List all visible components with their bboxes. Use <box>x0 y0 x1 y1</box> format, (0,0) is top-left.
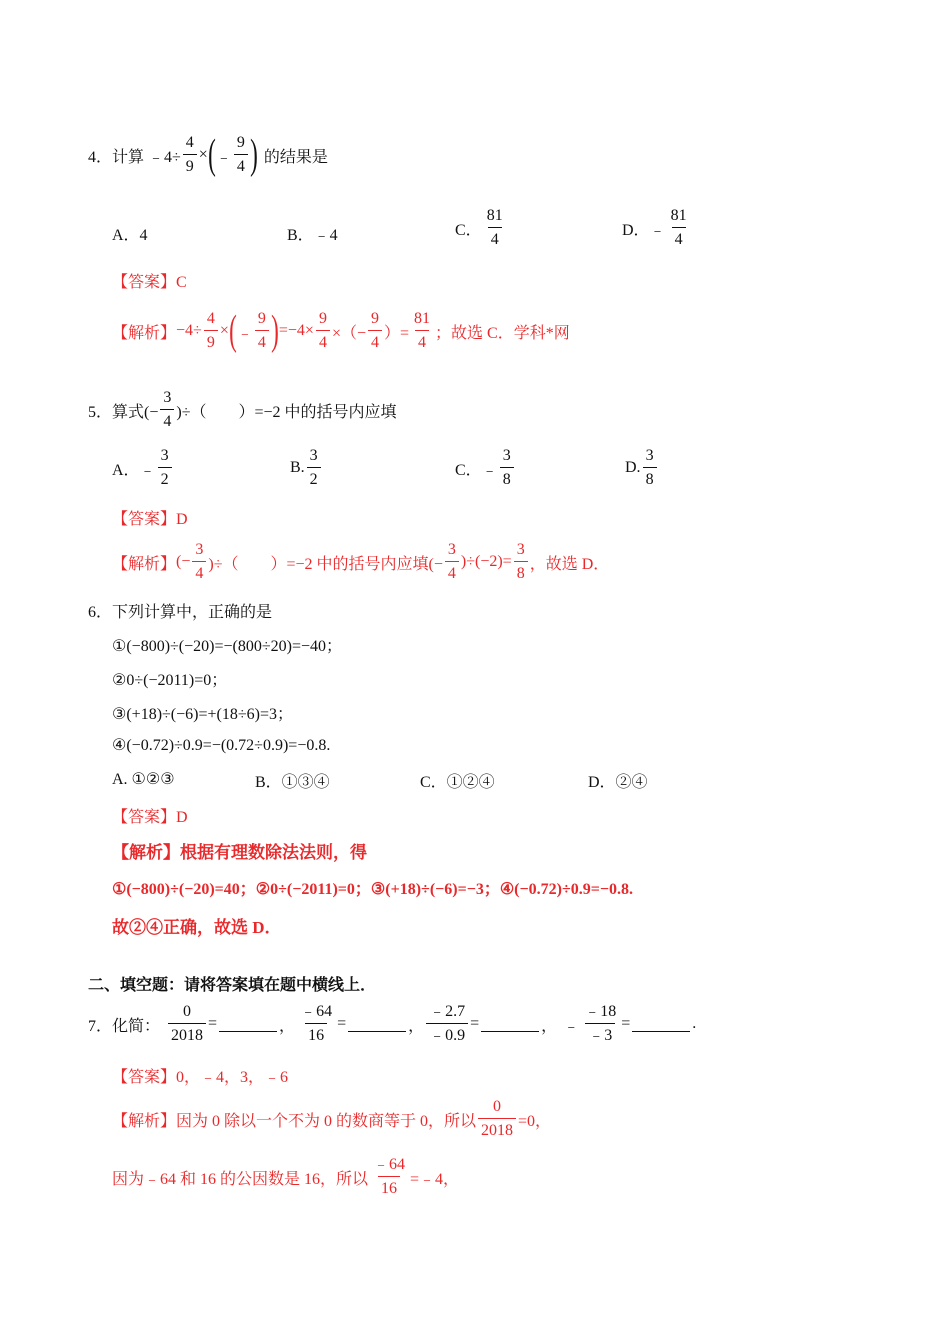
q6-analysis-line-2: ①(−800)÷(−20)=40；②0÷(−2011)=0；③(+18)÷(−6)=−3；④(−0.72)÷0.9=−0.8. <box>112 881 633 898</box>
q4-option-d: D．﹣ $\frac{81}{4}$ <box>622 208 692 248</box>
q7-fraction-2: $\frac{﹣64}{16}$ <box>300 1003 333 1044</box>
q6-option-d: D．②④ <box>588 774 648 791</box>
q4-fraction-2: $\frac{9}{4}$ <box>234 135 248 175</box>
q6-item-4: ④(−0.72)÷0.9=−(0.72÷0.9)=−0.8. <box>112 737 331 754</box>
q4-analysis-frac-5: $\frac{81}{4}$ <box>414 310 431 351</box>
q5-option-a: A．﹣ $\frac{3}{2}$ <box>112 448 174 488</box>
q4-option-d-fraction: $\frac{81}{4}$ <box>670 207 687 248</box>
q6-stem: 6．下列计算中，正确的是 <box>88 604 273 621</box>
q7-blank-3[interactable] <box>481 1017 539 1032</box>
q6-option-b: B．①③④ <box>255 774 330 791</box>
q7-fraction-1: $\frac{0}{2018}$ <box>168 1004 206 1044</box>
q6-item-2: ②0÷(−2011)=0； <box>112 672 228 689</box>
q7-blank-2[interactable] <box>348 1017 406 1032</box>
q6-analysis-line-3: 故②④正确，故选 D． <box>112 918 282 937</box>
q7-analysis-line-1: 【解析】 因为 0 除以一个不为 0 的数商等于 0，所以 $\frac{0}{2018}$ =0， <box>112 1098 552 1139</box>
q6-answer: 【答案】D <box>112 809 188 826</box>
q5-answer: 【答案】D <box>112 511 188 528</box>
q7-stem: 7．化简： $\frac{0}{2018}$ = ， $\frac{﹣64}{16}$ = ， $\frac{﹣2.7}{﹣0.9}$ = ， ﹣ $\frac{﹣18}{﹣3}$ = . <box>88 1003 697 1044</box>
q6-item-1: ①(−800)÷(−20)=−(800÷20)=−40； <box>112 638 343 655</box>
q4-option-a: A．4 <box>112 227 148 244</box>
q5-option-c: C．﹣ $\frac{3}{8}$ <box>455 448 516 488</box>
q4-analysis-frac-1: $\frac{4}{9}$ <box>204 311 218 351</box>
left-paren: ( <box>207 132 216 178</box>
section-2-title: 二、填空题：请将答案填在题中横线上． <box>88 977 377 994</box>
q6-option-c: C．①②④ <box>420 774 495 791</box>
q4-option-c-fraction: $\frac{81}{4}$ <box>486 207 503 248</box>
q5-stem: 5．算式(− $\frac{3}{4}$ )÷（ ）=−2 中的括号内应填 <box>88 389 397 430</box>
q5-analysis: 【解析】 (− $\frac{3}{4}$ )÷（ ）=−2 中的括号内应填(− $\frac{3}{4}$ )÷(−2)= $\frac{3}{8}$ ，故选 D． <box>112 541 610 582</box>
q5-stem-fraction: $\frac{3}{4}$ <box>160 390 174 430</box>
q7-fraction-4: $\frac{﹣18}{﹣3}$ <box>584 1003 617 1044</box>
q7-blank-4[interactable] <box>632 1017 690 1032</box>
q4-analysis-frac-3: $\frac{9}{4}$ <box>316 311 330 351</box>
q7-answer: 【答案】0，﹣4，3，﹣6 <box>112 1069 289 1086</box>
q4-stem <box>88 134 328 176</box>
q4-analysis-label: 【解析】 <box>112 324 177 342</box>
q4-analysis-frac-2: $\frac{9}{4}$ <box>255 311 269 351</box>
q4-fraction-1: $\frac{4}{9}$ <box>183 135 197 175</box>
q6-item-3: ③(+18)÷(−6)=+(18÷6)=3； <box>112 706 293 723</box>
q4-times: × <box>198 146 208 163</box>
right-paren: ) <box>249 132 258 178</box>
q4-stem-suffix: 的结果是 <box>263 148 328 166</box>
q6-option-a: A. ①②③ <box>112 771 175 788</box>
q6-analysis-line-1: 【解析】根据有理数除法法则，得 <box>112 843 367 862</box>
q4-stem-prefix: 4．计算 ﹣4÷ <box>88 148 181 166</box>
q5-option-d: D. $\frac{3}{8}$ <box>625 448 659 488</box>
q7-fraction-3: $\frac{﹣2.7}{﹣0.9}$ <box>426 1004 468 1044</box>
q4-inner-sign: ﹣ <box>215 148 232 166</box>
q4-analysis: 【解析】 −4÷ $\frac{4}{9}$ × ( ﹣ $\frac{9}{4}$ ) =−4× $\frac{9}{4}$ ×（− $\frac{9}{4}$ ）= $\frac{81}{4}$ ；故选 C．学科*网 <box>112 308 570 354</box>
q5-option-b: B. $\frac{3}{2}$ <box>290 448 323 488</box>
q7-analysis-line-2: 因为﹣64 和 16 的公因数是 16，所以 $\frac{﹣64}{16}$ =﹣4， <box>112 1156 460 1197</box>
q4-answer: 【答案】C <box>112 274 187 291</box>
q4-analysis-frac-4: $\frac{9}{4}$ <box>368 311 382 351</box>
q7-blank-1[interactable] <box>219 1017 277 1032</box>
q4-option-c: C． $\frac{81}{4}$ <box>455 208 508 248</box>
q4-option-b: B．﹣4 <box>287 227 338 244</box>
